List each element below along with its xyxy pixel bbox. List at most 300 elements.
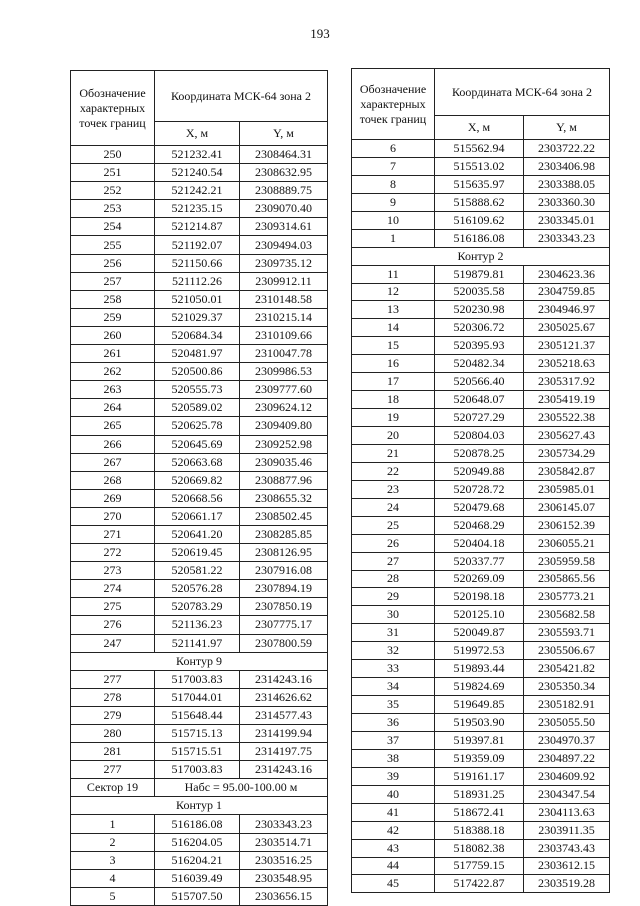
point-number-cell: 272 — [71, 544, 155, 562]
table-row — [71, 471, 328, 489]
point-number-cell: 254 — [71, 218, 155, 236]
point-number-cell: 270 — [71, 507, 155, 525]
point-number-cell: 13 — [352, 301, 435, 319]
page-number: 193 — [310, 26, 330, 41]
table-row — [71, 146, 328, 164]
x-coordinate-cell: 520482.34 — [435, 355, 524, 373]
table-row — [71, 725, 328, 743]
x-coordinate-cell: 515562.94 — [435, 140, 524, 158]
point-number-cell: 275 — [71, 598, 155, 616]
table-row — [71, 815, 328, 833]
point-number-cell: 265 — [71, 417, 155, 435]
x-coordinate-cell: 521214.87 — [155, 218, 240, 236]
x-coordinate-cell: 519893.44 — [435, 660, 524, 678]
x-coordinate-cell: 520468.29 — [435, 516, 524, 534]
x-coordinate-cell: 520395.93 — [435, 337, 524, 355]
table-row — [71, 598, 328, 616]
point-number-cell: 41 — [352, 803, 435, 821]
point-number-cell: 7 — [352, 157, 435, 175]
point-number-cell: 251 — [71, 164, 155, 182]
y-coordinate-cell: 2303743.43 — [524, 839, 610, 857]
x-coordinate-cell: 515715.13 — [155, 725, 240, 743]
y-coordinate-cell: 2308655.32 — [240, 489, 328, 507]
point-number-cell: 264 — [71, 399, 155, 417]
table-row — [352, 875, 610, 893]
header-designation: Обозначение характерных точек границ — [352, 69, 435, 140]
point-number-cell: 2 — [71, 833, 155, 851]
table-row — [352, 696, 610, 714]
x-coordinate-cell: 519824.69 — [435, 678, 524, 696]
y-coordinate-cell: 2309035.46 — [240, 453, 328, 471]
y-coordinate-cell: 2304609.92 — [524, 767, 610, 785]
y-coordinate-cell: 2307850.19 — [240, 598, 328, 616]
table-row — [71, 797, 328, 815]
table-row — [71, 345, 328, 363]
point-number-cell: 6 — [352, 140, 435, 158]
x-coordinate-cell: 519972.53 — [435, 642, 524, 660]
point-number-cell: 259 — [71, 308, 155, 326]
x-coordinate-cell: 520663.68 — [155, 453, 240, 471]
x-coordinate-cell: 519879.81 — [435, 265, 524, 283]
y-coordinate-cell: 2303656.15 — [240, 887, 328, 905]
contour-heading-cell: Контур 1 — [71, 797, 328, 815]
x-coordinate-cell: 516186.08 — [435, 229, 524, 247]
x-coordinate-cell: 520684.34 — [155, 326, 240, 344]
point-number-cell: 250 — [71, 146, 155, 164]
point-number-cell: 42 — [352, 821, 435, 839]
y-coordinate-cell: 2305682.58 — [524, 606, 610, 624]
table-row — [71, 688, 328, 706]
y-coordinate-cell: 2304897.22 — [524, 749, 610, 767]
point-number-cell: 1 — [71, 815, 155, 833]
table-row — [71, 670, 328, 688]
point-number-cell: 268 — [71, 471, 155, 489]
table-row — [71, 290, 328, 308]
point-number-cell: 44 — [352, 857, 435, 875]
table-row — [352, 140, 610, 158]
point-number-cell: 23 — [352, 480, 435, 498]
point-number-cell: 274 — [71, 580, 155, 598]
y-coordinate-cell: 2304113.63 — [524, 803, 610, 821]
table-row — [352, 444, 610, 462]
point-number-cell: 19 — [352, 409, 435, 427]
table-row — [71, 761, 328, 779]
x-coordinate-cell: 520404.18 — [435, 534, 524, 552]
x-coordinate-cell: 515648.44 — [155, 706, 240, 724]
point-number-cell: 16 — [352, 355, 435, 373]
point-number-cell: 247 — [71, 634, 155, 652]
table-row — [71, 272, 328, 290]
point-number-cell: 278 — [71, 688, 155, 706]
point-number-cell: 43 — [352, 839, 435, 857]
point-number-cell: 269 — [71, 489, 155, 507]
header-y: Y, м — [240, 122, 328, 146]
y-coordinate-cell: 2303343.23 — [524, 229, 610, 247]
y-coordinate-cell: 2310047.78 — [240, 345, 328, 363]
table-row — [352, 660, 610, 678]
y-coordinate-cell: 2303345.01 — [524, 211, 610, 229]
point-number-cell: 9 — [352, 193, 435, 211]
table-row — [352, 355, 610, 373]
point-number-cell: 279 — [71, 706, 155, 724]
y-coordinate-cell: 2303514.71 — [240, 833, 328, 851]
point-number-cell: 271 — [71, 525, 155, 543]
y-coordinate-cell: 2307800.59 — [240, 634, 328, 652]
point-number-cell: 258 — [71, 290, 155, 308]
y-coordinate-cell: 2314243.16 — [240, 670, 328, 688]
sector-height-cell: Набс = 95.00-100.00 м — [155, 779, 328, 797]
table-row — [71, 218, 328, 236]
table-row — [352, 319, 610, 337]
x-coordinate-cell: 521150.66 — [155, 254, 240, 272]
point-number-cell: 38 — [352, 749, 435, 767]
x-coordinate-cell: 515707.50 — [155, 887, 240, 905]
x-coordinate-cell: 516204.05 — [155, 833, 240, 851]
y-coordinate-cell: 2303516.25 — [240, 851, 328, 869]
point-number-cell: 22 — [352, 462, 435, 480]
y-coordinate-cell: 2303548.95 — [240, 869, 328, 887]
y-coordinate-cell: 2303722.22 — [524, 140, 610, 158]
table-row — [352, 785, 610, 803]
point-number-cell: 25 — [352, 516, 435, 534]
y-coordinate-cell: 2305985.01 — [524, 480, 610, 498]
x-coordinate-cell: 521029.37 — [155, 308, 240, 326]
y-coordinate-cell: 2305593.71 — [524, 624, 610, 642]
point-number-cell: 1 — [352, 229, 435, 247]
x-coordinate-cell: 521050.01 — [155, 290, 240, 308]
table-row — [352, 301, 610, 319]
table-row — [71, 381, 328, 399]
y-coordinate-cell: 2304623.36 — [524, 265, 610, 283]
table-row — [352, 462, 610, 480]
x-coordinate-cell: 516186.08 — [155, 815, 240, 833]
x-coordinate-cell: 515888.62 — [435, 193, 524, 211]
table-row — [352, 606, 610, 624]
x-coordinate-cell: 520555.73 — [155, 381, 240, 399]
x-coordinate-cell: 520337.77 — [435, 552, 524, 570]
table-row — [71, 779, 328, 797]
table-row — [352, 624, 610, 642]
table-row — [352, 498, 610, 516]
table-row — [352, 175, 610, 193]
y-coordinate-cell: 2310215.14 — [240, 308, 328, 326]
table-row — [352, 193, 610, 211]
point-number-cell: 17 — [352, 373, 435, 391]
table-row — [71, 616, 328, 634]
y-coordinate-cell: 2310148.58 — [240, 290, 328, 308]
y-coordinate-cell: 2305025.67 — [524, 319, 610, 337]
y-coordinate-cell: 2303406.98 — [524, 157, 610, 175]
table-row — [71, 399, 328, 417]
table-row — [71, 634, 328, 652]
x-coordinate-cell: 518931.25 — [435, 785, 524, 803]
y-coordinate-cell: 2305182.91 — [524, 696, 610, 714]
point-number-cell: 15 — [352, 337, 435, 355]
table-row — [352, 570, 610, 588]
point-number-cell: 260 — [71, 326, 155, 344]
contour-heading-cell: Контур 9 — [71, 652, 328, 670]
point-number-cell: 40 — [352, 785, 435, 803]
point-number-cell: 257 — [71, 272, 155, 290]
table-row — [71, 182, 328, 200]
table-row — [352, 391, 610, 409]
point-number-cell: 31 — [352, 624, 435, 642]
header-designation: Обозначение характерных точек границ — [71, 71, 155, 146]
x-coordinate-cell: 521112.26 — [155, 272, 240, 290]
y-coordinate-cell: 2314199.94 — [240, 725, 328, 743]
x-coordinate-cell: 517044.01 — [155, 688, 240, 706]
y-coordinate-cell: 2305421.82 — [524, 660, 610, 678]
y-coordinate-cell: 2308126.95 — [240, 544, 328, 562]
header-coordinate: Координата МСК-64 зона 2 — [155, 71, 328, 122]
point-number-cell: 280 — [71, 725, 155, 743]
y-coordinate-cell: 2308285.85 — [240, 525, 328, 543]
point-number-cell: 277 — [71, 761, 155, 779]
table-row — [71, 743, 328, 761]
y-coordinate-cell: 2305773.21 — [524, 588, 610, 606]
point-number-cell: 252 — [71, 182, 155, 200]
x-coordinate-cell: 520566.40 — [435, 373, 524, 391]
y-coordinate-cell: 2303360.30 — [524, 193, 610, 211]
x-coordinate-cell: 520500.86 — [155, 363, 240, 381]
x-coordinate-cell: 520035.58 — [435, 283, 524, 301]
y-coordinate-cell: 2307916.08 — [240, 562, 328, 580]
table-row — [352, 642, 610, 660]
table-row — [71, 164, 328, 182]
table-row — [352, 211, 610, 229]
x-coordinate-cell: 521232.41 — [155, 146, 240, 164]
point-number-cell: 33 — [352, 660, 435, 678]
y-coordinate-cell: 2305865.56 — [524, 570, 610, 588]
table-row — [71, 869, 328, 887]
point-number-cell: 10 — [352, 211, 435, 229]
x-coordinate-cell: 520648.07 — [435, 391, 524, 409]
table-row — [352, 803, 610, 821]
x-coordinate-cell: 520576.28 — [155, 580, 240, 598]
y-coordinate-cell: 2309252.98 — [240, 435, 328, 453]
header-x: X, м — [155, 122, 240, 146]
y-coordinate-cell: 2314626.62 — [240, 688, 328, 706]
x-coordinate-cell: 520049.87 — [435, 624, 524, 642]
y-coordinate-cell: 2309314.61 — [240, 218, 328, 236]
point-number-cell: 34 — [352, 678, 435, 696]
x-coordinate-cell: 515513.02 — [435, 157, 524, 175]
x-coordinate-cell: 520728.72 — [435, 480, 524, 498]
y-coordinate-cell: 2308502.45 — [240, 507, 328, 525]
table-row — [71, 254, 328, 272]
point-number-cell: 12 — [352, 283, 435, 301]
x-coordinate-cell: 521242.21 — [155, 182, 240, 200]
y-coordinate-cell: 2306152.39 — [524, 516, 610, 534]
y-coordinate-cell: 2303612.15 — [524, 857, 610, 875]
x-coordinate-cell: 518082.38 — [435, 839, 524, 857]
table-row — [352, 839, 610, 857]
x-coordinate-cell: 519359.09 — [435, 749, 524, 767]
y-coordinate-cell: 2308877.96 — [240, 471, 328, 489]
point-number-cell: 39 — [352, 767, 435, 785]
x-coordinate-cell: 520668.56 — [155, 489, 240, 507]
y-coordinate-cell: 2303343.23 — [240, 815, 328, 833]
table-row — [71, 236, 328, 254]
point-number-cell: 30 — [352, 606, 435, 624]
table-row — [71, 580, 328, 598]
table-row — [352, 767, 610, 785]
y-coordinate-cell: 2305055.50 — [524, 714, 610, 732]
x-coordinate-cell: 520783.29 — [155, 598, 240, 616]
y-coordinate-cell: 2304946.97 — [524, 301, 610, 319]
x-coordinate-cell: 518388.18 — [435, 821, 524, 839]
y-coordinate-cell: 2305350.34 — [524, 678, 610, 696]
header-x: X, м — [435, 116, 524, 140]
table-row — [352, 678, 610, 696]
table-row — [71, 544, 328, 562]
point-number-cell: 36 — [352, 714, 435, 732]
y-coordinate-cell: 2305218.63 — [524, 355, 610, 373]
point-number-cell: 8 — [352, 175, 435, 193]
x-coordinate-cell: 521136.23 — [155, 616, 240, 634]
table-row — [352, 480, 610, 498]
x-coordinate-cell: 519161.17 — [435, 767, 524, 785]
y-coordinate-cell: 2309735.12 — [240, 254, 328, 272]
table-row — [352, 534, 610, 552]
y-coordinate-cell: 2314197.75 — [240, 743, 328, 761]
x-coordinate-cell: 517003.83 — [155, 670, 240, 688]
table-row — [71, 652, 328, 670]
table-row — [352, 229, 610, 247]
x-coordinate-cell: 519649.85 — [435, 696, 524, 714]
table-row — [71, 851, 328, 869]
table-row — [71, 562, 328, 580]
x-coordinate-cell: 520581.22 — [155, 562, 240, 580]
x-coordinate-cell: 520645.69 — [155, 435, 240, 453]
x-coordinate-cell: 518672.41 — [435, 803, 524, 821]
y-coordinate-cell: 2308889.75 — [240, 182, 328, 200]
y-coordinate-cell: 2304759.85 — [524, 283, 610, 301]
point-number-cell: 266 — [71, 435, 155, 453]
point-number-cell: 5 — [71, 887, 155, 905]
y-coordinate-cell: 2309912.11 — [240, 272, 328, 290]
table-row — [352, 427, 610, 445]
y-coordinate-cell: 2304970.37 — [524, 731, 610, 749]
point-number-cell: 256 — [71, 254, 155, 272]
x-coordinate-cell: 517003.83 — [155, 761, 240, 779]
y-coordinate-cell: 2305734.29 — [524, 444, 610, 462]
y-coordinate-cell: 2305419.19 — [524, 391, 610, 409]
table-row — [71, 706, 328, 724]
table-row — [352, 714, 610, 732]
x-coordinate-cell: 521235.15 — [155, 200, 240, 218]
x-coordinate-cell: 516204.21 — [155, 851, 240, 869]
y-coordinate-cell: 2314577.43 — [240, 706, 328, 724]
header-y: Y, м — [524, 116, 610, 140]
point-number-cell: 21 — [352, 444, 435, 462]
y-coordinate-cell: 2309777.60 — [240, 381, 328, 399]
y-coordinate-cell: 2314243.16 — [240, 761, 328, 779]
table-row — [352, 731, 610, 749]
point-number-cell: 27 — [352, 552, 435, 570]
y-coordinate-cell: 2305121.37 — [524, 337, 610, 355]
y-coordinate-cell: 2304347.54 — [524, 785, 610, 803]
point-number-cell: 32 — [352, 642, 435, 660]
x-coordinate-cell: 520230.98 — [435, 301, 524, 319]
table-row — [71, 308, 328, 326]
x-coordinate-cell: 517422.87 — [435, 875, 524, 893]
table-row — [352, 373, 610, 391]
y-coordinate-cell: 2305506.67 — [524, 642, 610, 660]
point-number-cell: 20 — [352, 427, 435, 445]
point-number-cell: 263 — [71, 381, 155, 399]
table-row — [71, 833, 328, 851]
x-coordinate-cell: 520198.18 — [435, 588, 524, 606]
point-number-cell: 45 — [352, 875, 435, 893]
table-row — [352, 857, 610, 875]
point-number-cell: 35 — [352, 696, 435, 714]
y-coordinate-cell: 2309494.03 — [240, 236, 328, 254]
contour-heading-cell: Контур 2 — [352, 247, 610, 265]
x-coordinate-cell: 519397.81 — [435, 731, 524, 749]
x-coordinate-cell: 515715.51 — [155, 743, 240, 761]
point-number-cell: 11 — [352, 265, 435, 283]
table-row — [71, 525, 328, 543]
y-coordinate-cell: 2310109.66 — [240, 326, 328, 344]
table-row — [352, 552, 610, 570]
point-number-cell: 14 — [352, 319, 435, 337]
table-row — [71, 417, 328, 435]
point-number-cell: 24 — [352, 498, 435, 516]
x-coordinate-cell: 521240.54 — [155, 164, 240, 182]
table-row — [352, 247, 610, 265]
x-coordinate-cell: 520661.17 — [155, 507, 240, 525]
table-row — [71, 453, 328, 471]
y-coordinate-cell: 2308464.31 — [240, 146, 328, 164]
y-coordinate-cell: 2305317.92 — [524, 373, 610, 391]
table-row — [352, 588, 610, 606]
x-coordinate-cell: 517759.15 — [435, 857, 524, 875]
y-coordinate-cell: 2303911.35 — [524, 821, 610, 839]
point-number-cell: 28 — [352, 570, 435, 588]
table-row — [71, 435, 328, 453]
table-row — [71, 326, 328, 344]
coordinates-table-right — [351, 68, 610, 893]
y-coordinate-cell: 2305522.38 — [524, 409, 610, 427]
table-row — [352, 265, 610, 283]
table-row — [71, 887, 328, 905]
x-coordinate-cell: 516039.49 — [155, 869, 240, 887]
table-row — [352, 749, 610, 767]
point-number-cell: 37 — [352, 731, 435, 749]
table-row — [352, 157, 610, 175]
x-coordinate-cell: 520949.88 — [435, 462, 524, 480]
x-coordinate-cell: 520619.45 — [155, 544, 240, 562]
x-coordinate-cell: 521192.07 — [155, 236, 240, 254]
x-coordinate-cell: 520306.72 — [435, 319, 524, 337]
x-coordinate-cell: 520669.82 — [155, 471, 240, 489]
y-coordinate-cell: 2307775.17 — [240, 616, 328, 634]
table-row — [71, 363, 328, 381]
point-number-cell: 29 — [352, 588, 435, 606]
point-number-cell: 276 — [71, 616, 155, 634]
x-coordinate-cell: 520481.97 — [155, 345, 240, 363]
table-row — [352, 409, 610, 427]
y-coordinate-cell: 2309986.53 — [240, 363, 328, 381]
y-coordinate-cell: 2309409.80 — [240, 417, 328, 435]
y-coordinate-cell: 2307894.19 — [240, 580, 328, 598]
x-coordinate-cell: 520125.10 — [435, 606, 524, 624]
y-coordinate-cell: 2306145.07 — [524, 498, 610, 516]
x-coordinate-cell: 520804.03 — [435, 427, 524, 445]
header-coordinate: Координата МСК-64 зона 2 — [435, 69, 610, 116]
point-number-cell: 26 — [352, 534, 435, 552]
